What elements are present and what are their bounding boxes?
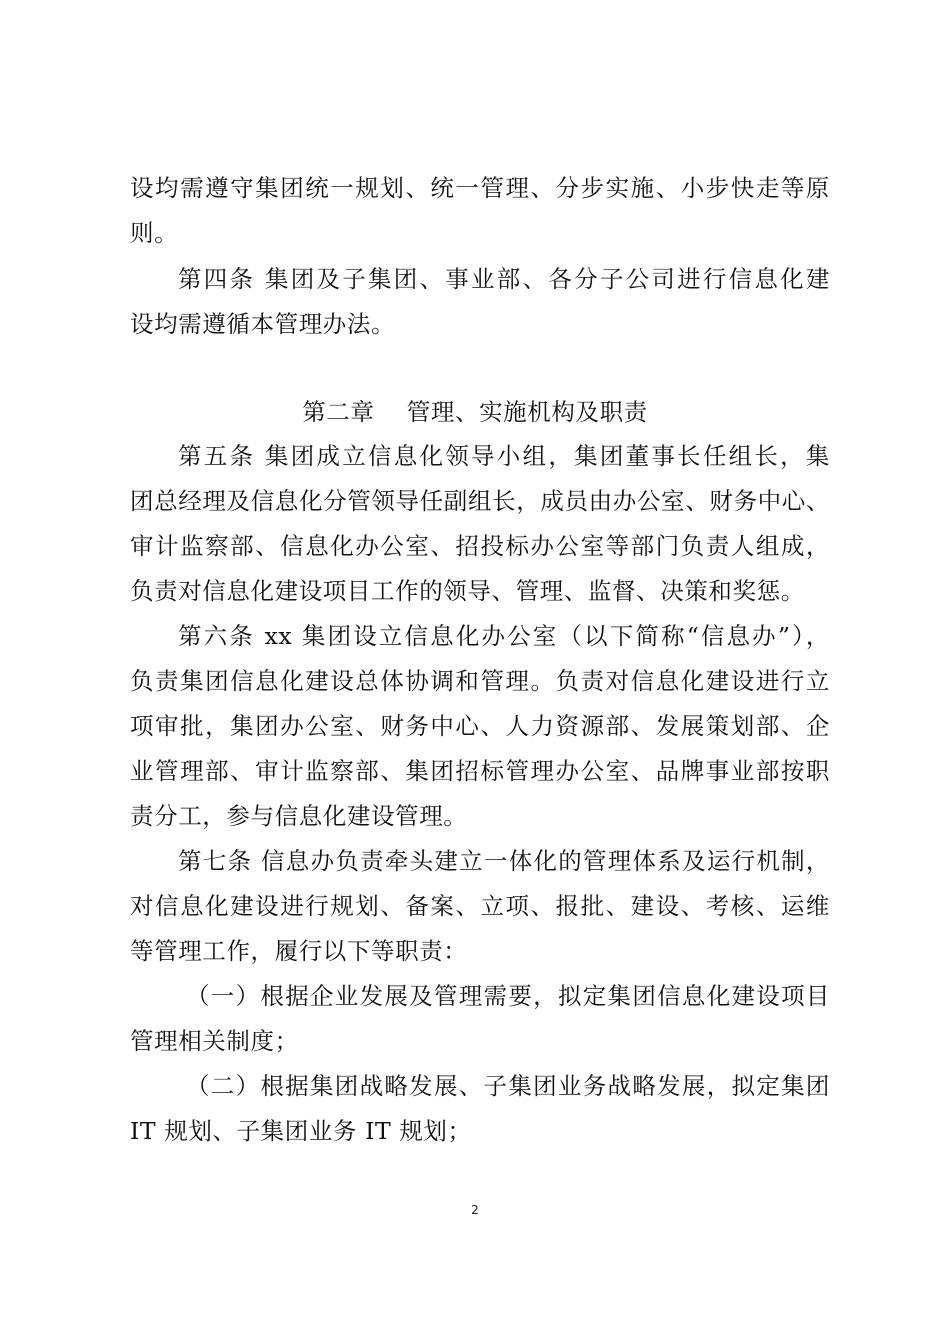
text-line: 设均需遵守集团统一规划、统一管理、分步实施、小步快走等原 <box>130 174 830 202</box>
text-line: 管理相关制度； <box>130 1027 299 1055</box>
text-line: 团总经理及信息化分管领导任副组长，成员由办公室、财务中心、 <box>130 487 830 515</box>
text-line: 责分工，参与信息化建设管理。 <box>130 802 468 830</box>
text-line: 审计监察部、信息化办公室、招投标办公室等部门负责人组成， <box>130 532 830 560</box>
text-line: 项审批，集团办公室、财务中心、人力资源部、发展策划部、企 <box>130 712 830 740</box>
article-5-line: 第五条 集团成立信息化领导小组，集团董事长任组长，集 <box>178 442 830 470</box>
text-line: 负责对信息化建设项目工作的领导、管理、监督、决策和奖惩。 <box>130 577 805 605</box>
text-line: 对信息化建设进行规划、备案、立项、报批、建设、考核、运维 <box>130 892 830 920</box>
item-2-line: （二）根据集团战略发展、子集团业务战略发展，拟定集团 <box>186 1072 830 1100</box>
text-line: 等管理工作，履行以下等职责： <box>130 937 468 965</box>
text-line: 则。 <box>130 219 179 247</box>
text-line: 业管理部、审计监察部、集团招标管理办公室、品牌事业部按职 <box>130 757 830 785</box>
page-number: 2 <box>471 1203 479 1217</box>
article-4-line: 第四条 集团及子集团、事业部、各分子公司进行信息化建 <box>178 265 830 293</box>
article-7-line: 第七条 信息办负责牵头建立一体化的管理体系及运行机制， <box>178 847 830 875</box>
item-1-line: （一）根据企业发展及管理需要，拟定集团信息化建设项目 <box>186 982 830 1010</box>
chapter-heading: 第二章 管理、实施机构及职责 <box>302 398 648 426</box>
text-line: 设均需遵循本管理办法。 <box>130 310 396 338</box>
text-line: IT 规划、子集团业务 IT 规划； <box>130 1117 472 1145</box>
text-line: 负责集团信息化建设总体协调和管理。负责对信息化建设进行立 <box>130 667 830 695</box>
article-6-line: 第六条 xx 集团设立信息化办公室（以下简称“信息办”）， <box>178 622 830 650</box>
